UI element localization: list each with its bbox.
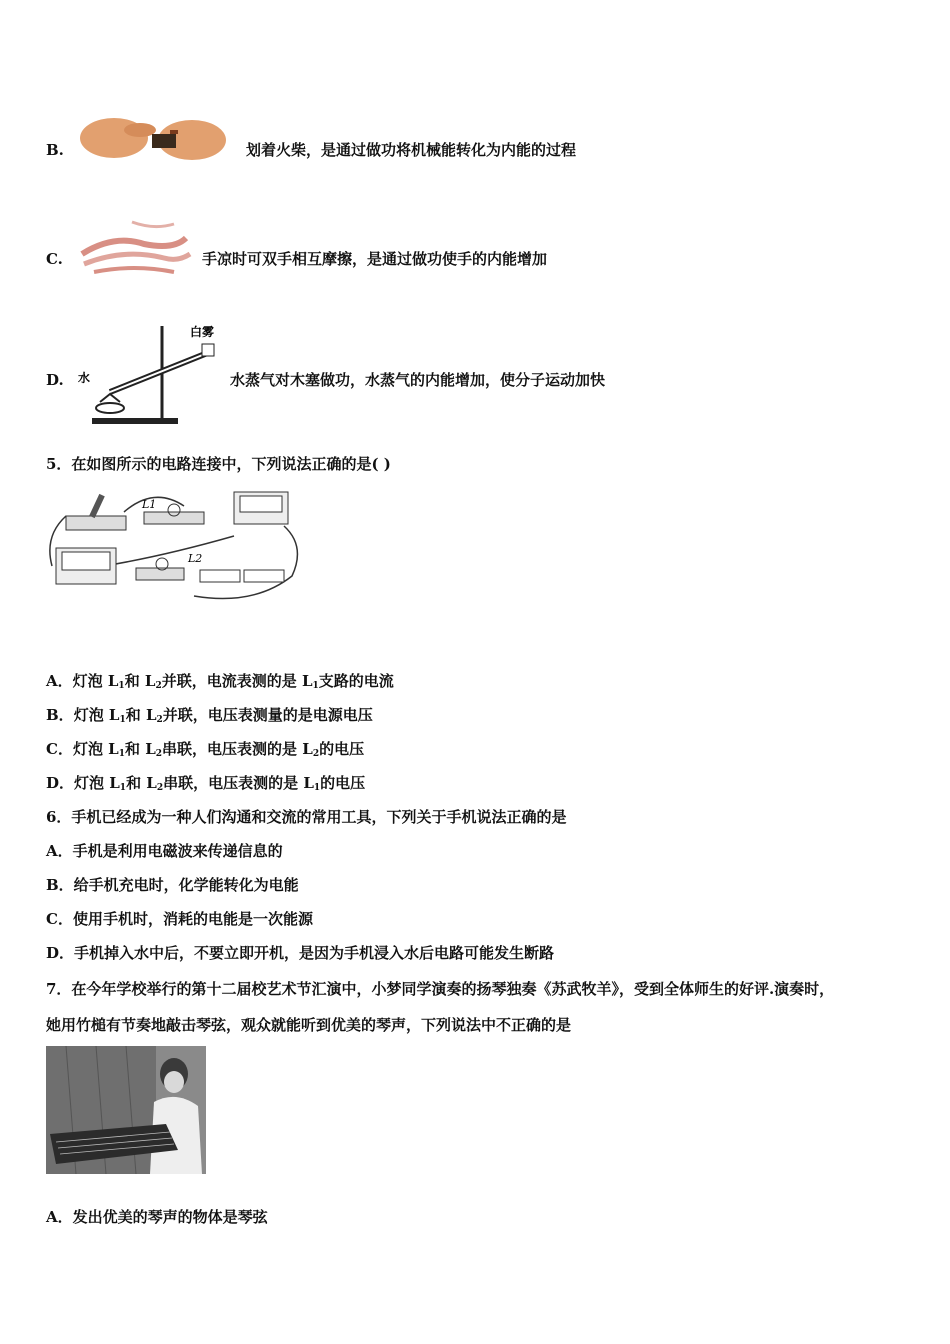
rubbing-hands-figure xyxy=(74,214,194,284)
match-striking-figure xyxy=(74,108,234,166)
q5-option-b: B．灯泡 $L_1$和 $L_2$并联，电压表测量的是电源电压 xyxy=(46,706,373,725)
q7-option-a: A．发出优美的琴声的物体是琴弦 xyxy=(46,1208,268,1226)
dulcimer-photo xyxy=(46,1046,206,1174)
q5-stem: 5．在如图所示的电路连接中，下列说法正确的是( ) xyxy=(46,455,391,473)
q6-option-d: D．手机掉入水中后，不要立即开机，是因为手机浸入水后电路可能发生断路 xyxy=(46,944,555,962)
q6-option-a: A．手机是利用电磁波来传递信息的 xyxy=(46,842,283,860)
q5-option-a: A．灯泡 $L_1$和 $L_2$并联，电流表测的是 $L_1$支路的电流 xyxy=(46,672,394,691)
q6-option-b: B．给手机充电时，化学能转化为电能 xyxy=(46,876,299,894)
q6-stem: 6．手机已经成为一种人们沟通和交流的常用工具，下列关于手机说法正确的是 xyxy=(46,808,567,826)
steam-label: 白雾 xyxy=(190,325,215,339)
steam-apparatus-figure xyxy=(74,322,230,430)
q7-stem-line1: 7．在今年学校举行的第十二届校艺术节汇演中，小梦同学演奏的扬琴独奏《苏武牧羊》，受到全体师生的好评.演奏时， xyxy=(46,980,835,998)
l1-label: L1 xyxy=(142,498,157,511)
q4-option-c-text: 手凉时可双手相互摩擦，是通过做功使手的内能增加 xyxy=(202,250,548,268)
q4-option-d-letter: D. xyxy=(46,371,64,389)
q6-option-c: C．使用手机时，消耗的电能是一次能源 xyxy=(46,910,313,928)
water-label: 水 xyxy=(78,371,91,385)
q4-option-b-text: 划着火柴，是通过做功将机械能转化为内能的过程 xyxy=(246,141,577,159)
circuit-figure xyxy=(44,486,306,604)
q4-option-d-text: 水蒸气对木塞做功，水蒸气的内能增加，使分子运动加快 xyxy=(230,371,606,389)
q4-option-b-letter: B. xyxy=(46,141,64,159)
q5-option-c: C．灯泡 $L_1$和 $L_2$串联，电压表测的是 $L_2$的电压 xyxy=(46,740,365,759)
q4-option-c-letter: C. xyxy=(46,250,63,268)
q7-stem-line2: 她用竹槌有节奏地敲击琴弦，观众就能听到优美的琴声，下列说法中不正确的是 xyxy=(46,1016,572,1034)
q5-option-d: D．灯泡 $L_1$和 $L_2$串联，电压表测的是 $L_1$的电压 xyxy=(46,774,366,793)
l2-label: L2 xyxy=(188,552,203,565)
